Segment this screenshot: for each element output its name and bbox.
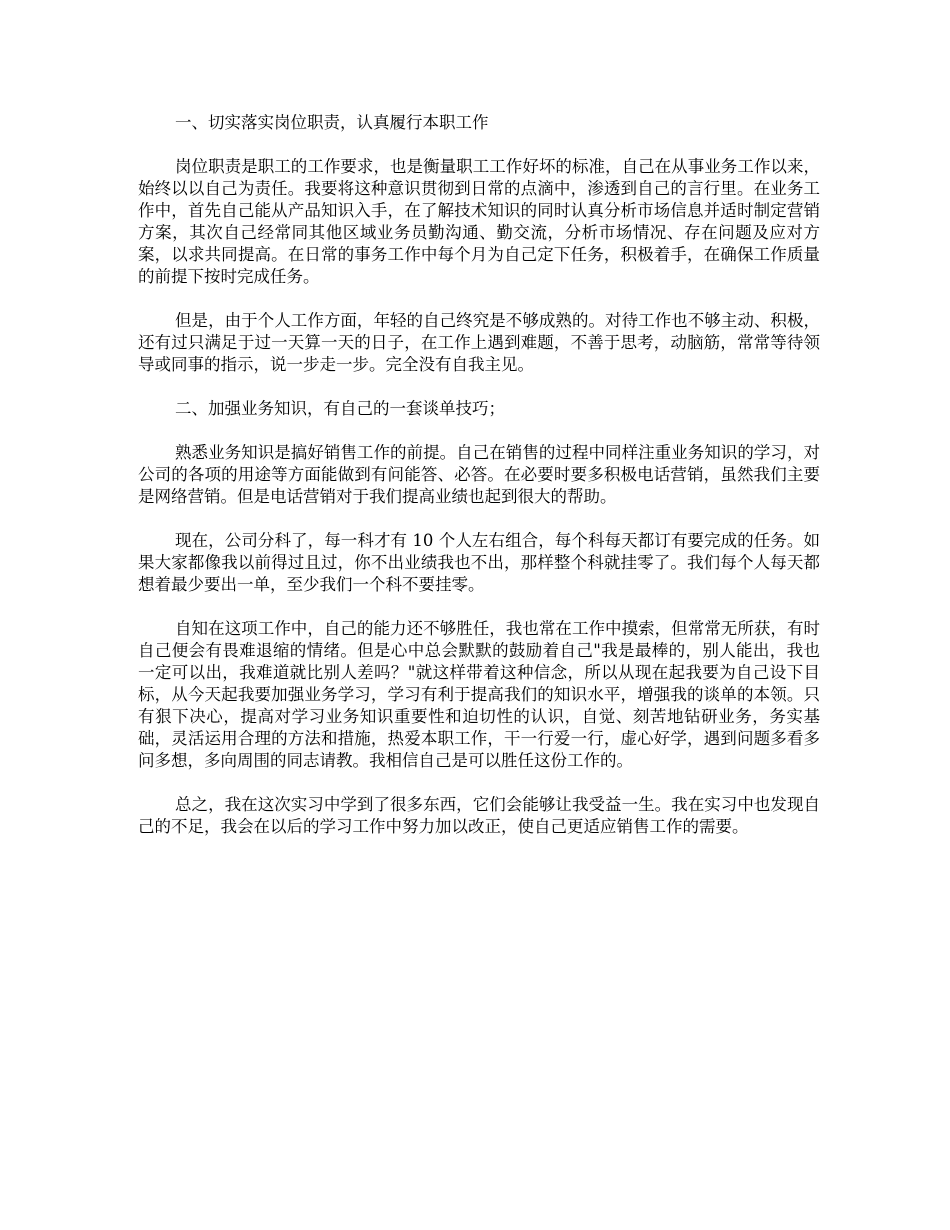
paragraph-6: 总之，我在这次实习中学到了很多东西，它们会能够让我受益一生。我在实习中也发现自己的不足，我会在以后的学习工作中努力加以改正，使自己更适应销售工作的需要。: [138, 795, 820, 836]
paragraph-5: 自知在这项工作中，自己的能力还不够胜任，我也常在工作中摸索，但常常无所获，有时自己便会有畏难退缩的情绪。但是心中总会默默的鼓励着自己"我是最棒的，别人能出，我也一定可以出，我难道就比别人差吗？"就这样带着这种信念，所以从现在起我要为自己设下目标，从今天起我要加强业务学习，学习有利于提高我们的知识水平，增强我的谈单的本领。只有狠下决心，提高对学习业务知识重要性和迫切性的认识，自觉、刻苦地钻研业务，务实基础，灵活运用合理的方法和措施，热爱本职工作，干一行爱一行，虚心好学，遇到问题多看多问多想，多向周围的同志请教。我相信自己是可以胜任这份工作的。: [138, 619, 820, 770]
document-body: [138, 112, 820, 860]
section-heading-1: 一、切实落实岗位职责，认真履行本职工作: [175, 113, 489, 132]
paragraph-4: 现在，公司分科了，每一科才有 10 个人左右组合，每个科每天都订有要完成的任务。如果大家都像我以前得过且过，你不出业绩我也不出，那样整个科就挂零了。我们每个人每天都想着最少要出一单，至少我们一个科不要挂零。: [138, 531, 820, 594]
section-heading-2: 二、加强业务知识，有自己的一套谈单技巧；: [175, 399, 505, 418]
paragraph-3: 熟悉业务知识是搞好销售工作的前提。自己在销售的过程中同样注重业务知识的学习，对公司的各项的用途等方面能做到有问能答、必答。在必要时要多积极电话营销，虽然我们主要是网络营销。但是电话营销对于我们提高业绩也起到很大的帮助。: [138, 443, 820, 506]
paragraph-1: 岗位职责是职工的工作要求，也是衡量职工工作好坏的标准，自己在从事业务工作以来，始终以以自己为责任。我要将这种意识贯彻到日常的点滴中，渗透到自己的言行里。在业务工作中，首先自己能从产品知识入手，在了解技术知识的同时认真分析市场信息并适时制定营销方案，其次自己经常同其他区域业务员勤沟通、勤交流，分析市场情况、存在问题及应对方案，以求共同提高。在日常的事务工作中每个月为自己定下任务，积极着手，在确保工作质量的前提下按时完成任务。: [138, 157, 820, 286]
paragraph-2: 但是，由于个人工作方面，年轻的自己终究是不够成熟的。对待工作也不够主动、积极，还有过只满足于过一天算一天的日子，在工作上遇到难题，不善于思考，动脑筋，常常等待领导或同事的指示，说一步走一步。完全没有自我主见。: [138, 311, 820, 374]
